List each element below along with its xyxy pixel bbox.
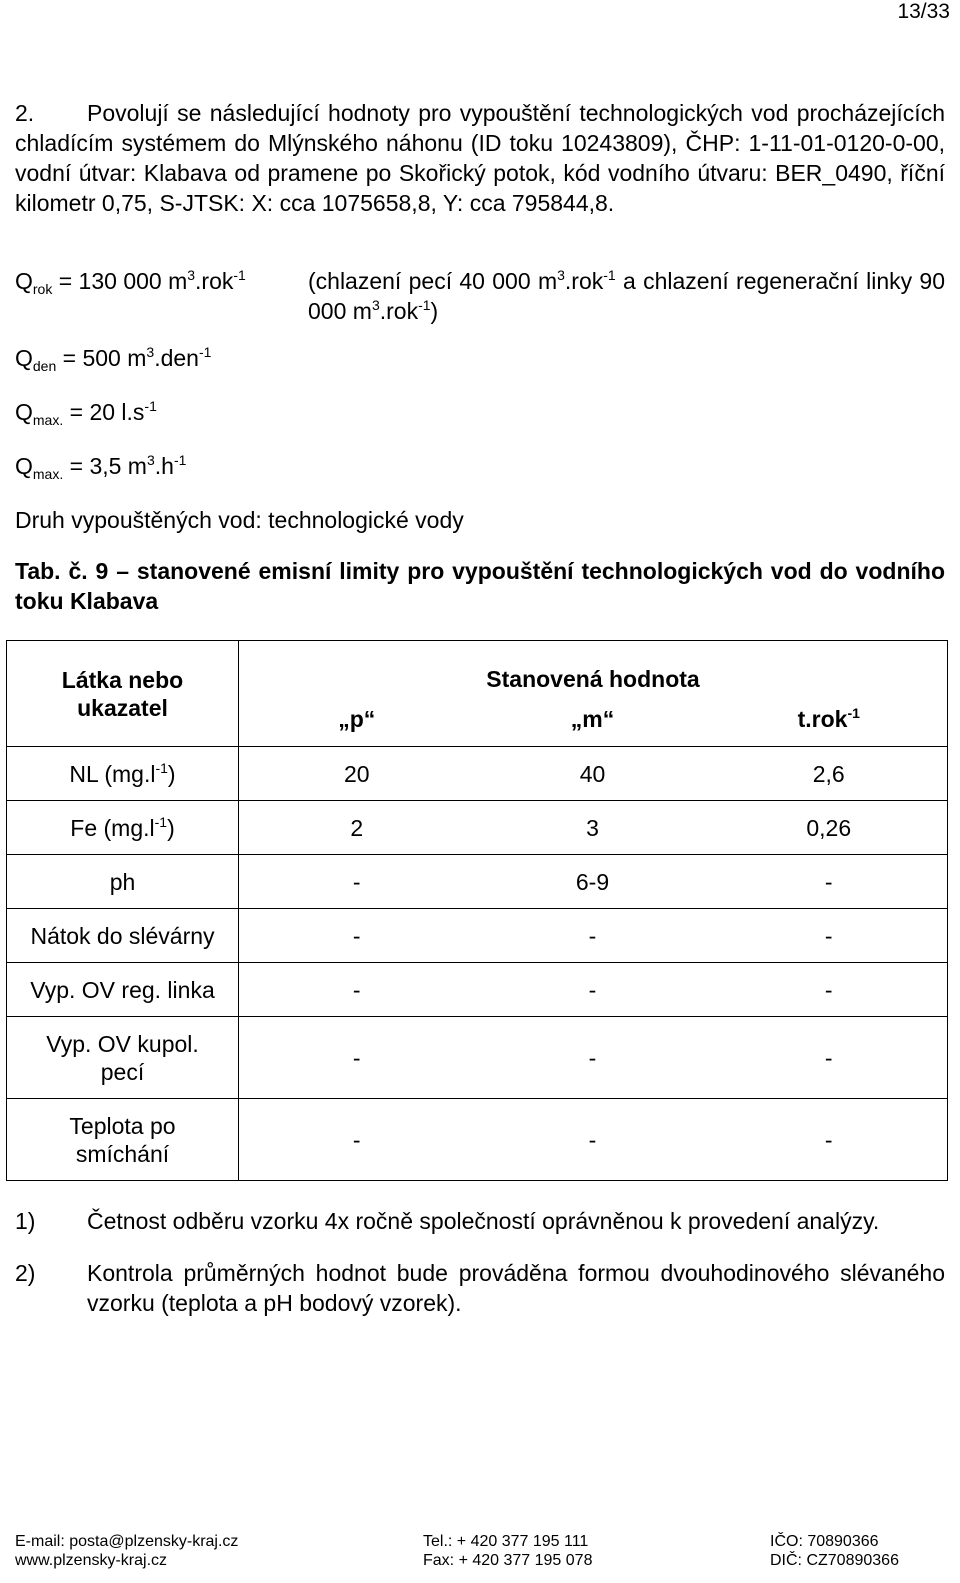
water-type-line: Druh vypouštěných vod: technologické vody: [15, 507, 464, 533]
q-rok-note: (chlazení pecí 40 000 $m^3.rok^{-1}$ a chlazení regenerační linky 90 000 $m^3.rok^{-1}$): [308, 267, 945, 324]
table-row: Fe $(mg.l^{-1})$ 2 3 0,26: [7, 801, 948, 855]
footer-dic: DIČ: CZ70890366: [770, 1552, 899, 1569]
header-substance: Látka nebo ukazatel: [7, 641, 239, 747]
q-den-line: $Q_{den} = 500$ $m^3.den^{-1}$: [15, 344, 212, 374]
footnote-2: 2) Kontrola průměrných hodnot bude prováděna formou dvouhodinového slévaného vzorku (teplota a pH bodový vzorek).: [15, 1260, 945, 1316]
header-t: t.rok$^{-1}$: [711, 693, 948, 747]
table-caption: Tab. č. 9 – stanovené emisní limity pro vypouštění technologických vod do vodního toku Klabava: [15, 558, 945, 614]
row-name: NL $(mg.l^{-1})$: [7, 747, 239, 801]
row-name: Vyp. OV kupol. pecí: [7, 1017, 239, 1099]
footer-web: www.plzensky-kraj.cz: [15, 1552, 168, 1569]
item-2-paragraph: [15, 98, 945, 218]
page-number: 13/33: [897, 0, 950, 23]
item-text: Povolují se následující hodnoty pro vypouštění technologických vod procházejících chladícím systémem do Mlýnského náhonu (ID toku 10243809), ČHP: 1-11-01-0120-0-00, vodní útvar: Klabava od pramene po Skořický potok, kód vodního útvaru: BER_0490, říční kilometr 0,75, S-JTSK: X: cca 1075658,8, Y: cca 795844,8.: [15, 100, 945, 216]
table-row: Vyp. OV kupol. pecí - - -: [7, 1017, 948, 1099]
header-value: Stanovená hodnota: [239, 641, 948, 693]
table-row: Teplota po smíchání - - -: [7, 1099, 948, 1181]
q-max-mh-line: $Q_{max.} = 3,5$ $m^3.h^{-1}$: [15, 452, 187, 482]
footer-fax: Fax: + 420 377 195 078: [423, 1552, 593, 1569]
q-rok-line: $Q_{rok} = 130$ 000 $m^3.rok^{-1}$: [15, 267, 246, 297]
footer-ico: IČO: 70890366: [770, 1533, 879, 1550]
footnote-1: 1) Četnost odběru vzorku 4x ročně společností oprávněnou k provedení analýzy.: [15, 1208, 880, 1234]
row-name: Vyp. OV reg. linka: [7, 963, 239, 1017]
table-row: Nátok do slévárny - - -: [7, 909, 948, 963]
table-row: ph - 6-9 -: [7, 855, 948, 909]
row-name: Nátok do slévárny: [7, 909, 239, 963]
footnotes: [15, 1206, 945, 1340]
row-name: Teplota po smíchání: [7, 1099, 239, 1181]
row-name: ph: [7, 855, 239, 909]
footer-email: E-mail: posta@plzensky-kraj.cz: [15, 1533, 239, 1550]
footer-tel: Tel.: + 420 377 195 111: [423, 1533, 589, 1550]
table-row: NL $(mg.l^{-1})$ 20 40 2,6: [7, 747, 948, 801]
table-row: Vyp. OV reg. linka - - -: [7, 963, 948, 1017]
header-m: „m“: [475, 693, 711, 747]
row-name: Fe $(mg.l^{-1})$: [7, 801, 239, 855]
item-number: 2.: [15, 100, 35, 126]
emission-limits-table: [6, 640, 948, 1181]
q-max-ls-line: $Q_{max.} = 20$ $l.s^{-1}$: [15, 398, 157, 428]
header-p: „p“: [239, 693, 475, 747]
